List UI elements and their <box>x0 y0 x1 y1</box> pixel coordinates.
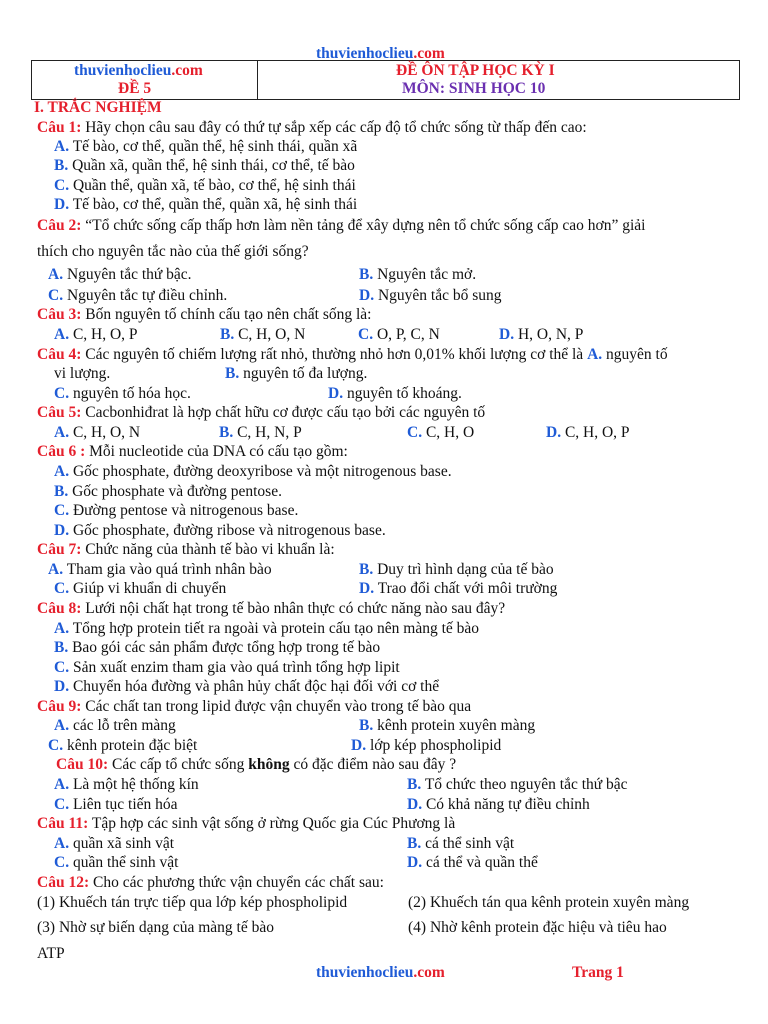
question-8: Câu 8: Lưới nội chất hạt trong tế bào nhân thực có chức năng nào sau đây? <box>37 600 506 617</box>
question-11: Câu 11: Tập hợp các sinh vật sống ở rừng Quốc gia Cúc Phương là <box>37 815 456 832</box>
q8-option-b: B. Bao gói các sản phẩm được tổng hợp trong tế bào <box>54 639 381 656</box>
q2-option-c: C. Nguyên tắc tự điều chỉnh. <box>48 287 228 304</box>
q11-option-b: B. cá thể sinh vật <box>407 835 515 852</box>
question-6: Câu 6 : Mỗi nucleotide của DNA có cấu tạo gồm: <box>37 443 348 460</box>
q4-option-b: B. nguyên tố đa lượng. <box>225 365 368 382</box>
question-2-line-2: thích cho nguyên tắc nào của thế giới sống? <box>37 243 309 260</box>
q11-option-a: A. quần xã sinh vật <box>54 835 175 852</box>
q2-option-d: D. Nguyên tắc bổ sung <box>359 287 502 304</box>
q5-option-a: A. C, H, O, N <box>54 424 141 441</box>
question-7: Câu 7: Chức năng của thành tế bào vi khuẩn là: <box>37 541 335 558</box>
q9-option-d: D. lớp kép phospholipid <box>351 737 502 754</box>
q12-method-1: (1) Khuếch tán trực tiếp qua lớp kép phospholipid <box>37 894 348 911</box>
q12-method-4: (4) Nhờ kênh protein đặc hiệu và tiêu hao <box>408 919 667 936</box>
question-2-line-1: Câu 2: “Tổ chức sống cấp thấp hơn làm nền tảng để xây dựng nên tổ chức sống cấp cao hơn” giải <box>37 217 646 234</box>
q6-option-d: D. Gốc phosphate, đường ribose và nitrogenous base. <box>54 522 386 539</box>
q7-option-d: D. Trao đổi chất với môi trường <box>359 580 558 597</box>
q7-option-b: B. Duy trì hình dạng của tế bào <box>359 561 554 578</box>
q9-option-b: B. kênh protein xuyên màng <box>359 717 536 734</box>
q1-option-d: D. Tế bào, cơ thể, quần thể, quần xã, hệ sinh thái <box>54 196 358 213</box>
q11-option-d: D. cá thể và quần thể <box>407 854 538 871</box>
question-9: Câu 9: Các chất tan trong lipid được vận chuyển vào trong tế bào qua <box>37 698 472 715</box>
q1-option-a: A. Tế bào, cơ thể, quần thể, hệ sinh thái, quần xã <box>54 138 358 155</box>
q1-option-c: C. Quần thể, quần xã, tế bào, cơ thể, hệ sinh thái <box>54 177 356 194</box>
q6-option-b: B. Gốc phosphate và đường pentose. <box>54 483 282 500</box>
question-3: Câu 3: Bốn nguyên tố chính cấu tạo nên chất sống là: <box>37 306 372 323</box>
exam-number: ĐỀ 5 <box>118 80 152 97</box>
q2-option-a: A. Nguyên tắc thứ bậc. <box>48 266 192 283</box>
q4-option-c: C. nguyên tố hóa học. <box>54 385 191 402</box>
q10-option-a: A. Là một hệ thống kín <box>54 776 199 793</box>
q12-method-4-cont: ATP <box>37 945 65 962</box>
question-12: Câu 12: Cho các phương thức vận chuyển các chất sau: <box>37 874 384 891</box>
exam-subject: MÔN: SINH HỌC 10 <box>402 80 546 97</box>
q1-option-b: B. Quần xã, quần thể, hệ sinh thái, cơ thể, tế bào <box>54 157 355 174</box>
q10-option-b: B. Tổ chức theo nguyên tắc thứ bậc <box>407 776 628 793</box>
q4-option-a-cont: vi lượng. <box>54 365 111 382</box>
exam-title: ĐỀ ÔN TẬP HỌC KỲ I <box>396 62 555 79</box>
q9-option-c: C. kênh protein đặc biệt <box>48 737 198 754</box>
section-title: I. TRẮC NGHIỆM <box>34 99 162 116</box>
footer-site-brand: thuvienhoclieu.com <box>316 964 445 981</box>
page-number: Trang 1 <box>572 964 624 981</box>
q7-option-c: C. Giúp vi khuẩn di chuyển <box>54 580 227 597</box>
q3-option-d: D. H, O, N, P <box>499 326 584 343</box>
q8-option-a: A. Tổng hợp protein tiết ra ngoài và protein cấu tạo nên màng tế bào <box>54 620 480 637</box>
q3-option-a: A. C, H, O, P <box>54 326 138 343</box>
q3-option-b: B. C, H, O, N <box>220 326 306 343</box>
q6-option-a: A. Gốc phosphate, đường deoxyribose và một nitrogenous base. <box>54 463 452 480</box>
q12-method-2: (2) Khuếch tán qua kênh protein xuyên màng <box>408 894 690 911</box>
q10-option-c: C. Liên tục tiến hóa <box>54 796 178 813</box>
header-site-brand: thuvienhoclieu.com <box>74 62 203 79</box>
q3-option-c: C. O, P, C, N <box>358 326 440 343</box>
q5-option-b: B. C, H, N, P <box>219 424 302 441</box>
q6-option-c: C. Đường pentose và nitrogenous base. <box>54 502 299 519</box>
header-divider <box>257 61 258 99</box>
q7-option-a: A. Tham gia vào quá trình nhân bào <box>48 561 272 578</box>
question-4: Câu 4: Các nguyên tố chiếm lượng rất nhỏ, thường nhỏ hơn 0,01% khối lượng cơ thể là A. nguyên tố <box>37 346 668 363</box>
q11-option-c: C. quần thể sinh vật <box>54 854 179 871</box>
question-5: Câu 5: Cacbonhiđrat là hợp chất hữu cơ được cấu tạo bởi các nguyên tố <box>37 404 486 421</box>
q8-option-c: C. Sản xuất enzim tham gia vào quá trình tổng hợp lipit <box>54 659 400 676</box>
top-site-brand: thuvienhoclieu.com <box>316 45 445 62</box>
question-10: Câu 10: Các cấp tổ chức sống không có đặc điểm nào sau đây ? <box>56 756 457 773</box>
q12-method-3: (3) Nhờ sự biến dạng của màng tế bào <box>37 919 274 936</box>
q4-option-d: D. nguyên tố khoáng. <box>328 385 462 402</box>
q10-option-d: D. Có khả năng tự điều chỉnh <box>407 796 590 813</box>
q5-option-c: C. C, H, O <box>407 424 475 441</box>
q8-option-d: D. Chuyển hóa đường và phân hủy chất độc hại đối với cơ thể <box>54 678 440 695</box>
q5-option-d: D. C, H, O, P <box>546 424 630 441</box>
exam-header-box <box>31 60 740 100</box>
question-1: Câu 1: Hãy chọn câu sau đây có thứ tự sắp xếp các cấp độ tổ chức sống từ thấp đến cao: <box>37 119 587 136</box>
q2-option-b: B. Nguyên tắc mở. <box>359 266 477 283</box>
q9-option-a: A. các lỗ trên màng <box>54 717 176 734</box>
